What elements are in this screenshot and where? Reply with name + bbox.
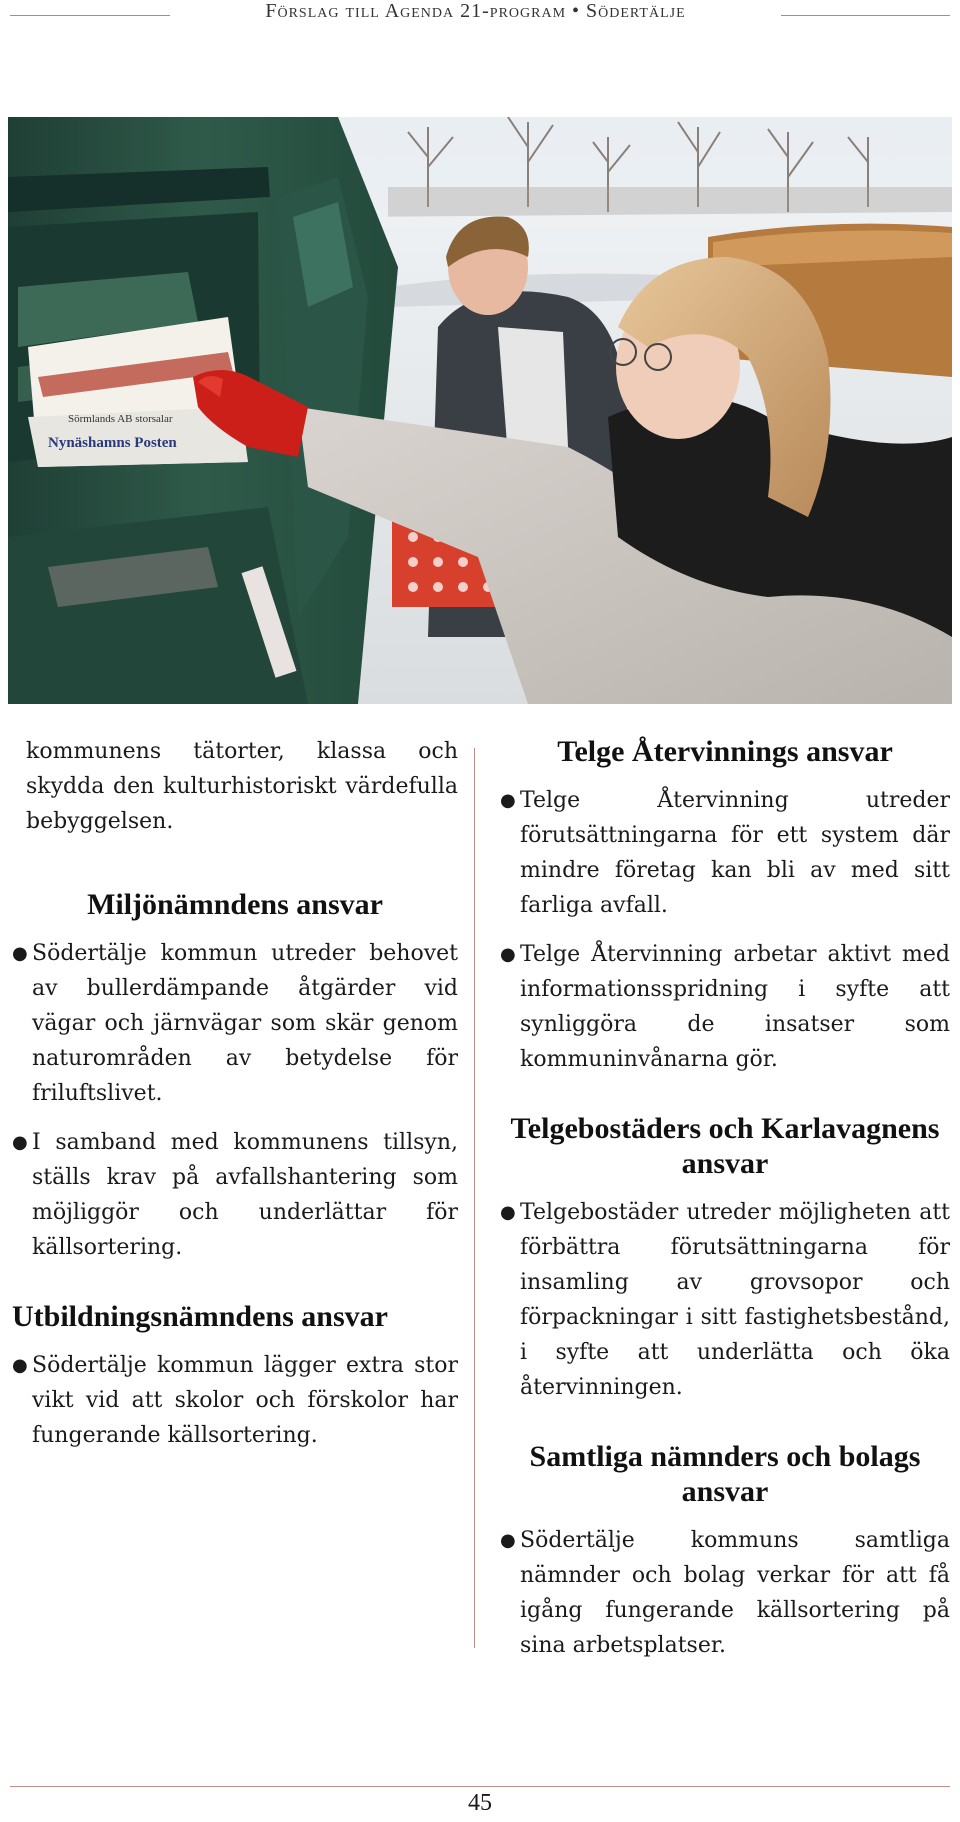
footer-rule (10, 1786, 950, 1787)
section-heading-telge-atervinning: Telge Återvinnings ansvar (557, 735, 893, 768)
header-rule-left (10, 15, 170, 16)
left-column (12, 734, 458, 1467)
list-item: ● Södertälje kommuns samtliga nämnder och bolag verkar för att få igång fungerande källsortering på sina arbetsplatser. (500, 1523, 950, 1663)
bullet-icon: ● (12, 943, 28, 964)
list-item: ● Södertälje kommun utreder behovet av bullerdämpande åtgärder vid vägar och järnvägar som skär genom naturområden av betydelse för friluftslivet. (12, 936, 458, 1111)
list-item: ● Telgebostäder utreder möjligheten att förbättra förutsättningarna för insamling av grovsopor och förpackningar i sitt fastighetsbestånd, i syfte att underlätta och öka återvinningen. (500, 1195, 950, 1405)
list-item: ● Telge Återvinning utreder förutsättningarna för ett system där mindre företag kan bli av med sitt farliga avfall. (500, 783, 950, 923)
bullet-list-utbildningsnamnden (12, 1348, 458, 1453)
bullet-list-telgebostader (500, 1195, 950, 1405)
section-heading-telgebostader: Telgebostäders och Karlavagnens ansvar (510, 1112, 940, 1180)
running-header (0, 0, 960, 24)
bullet-icon: ● (500, 790, 516, 811)
section-heading-samtliga: Samtliga nämnders och bolags ansvar (529, 1440, 921, 1508)
bullet-icon: ● (12, 1132, 28, 1153)
bullet-list-telge-atervinning (500, 783, 950, 1077)
section-heading-utbildningsnamnden: Utbildningsnämndens ansvar (12, 1300, 388, 1333)
svg-text:Sörmlands AB storsalar: Sörmlands AB storsalar (68, 413, 173, 425)
svg-text:Nynäshamns Posten: Nynäshamns Posten (48, 435, 177, 451)
column-divider (474, 748, 475, 1648)
continued-paragraph: kommunens tätorter, klassa och skydda den kulturhistoriskt värdefulla bebyggelsen. (26, 739, 458, 834)
bullet-list-samtliga (500, 1523, 950, 1663)
page-number: 45 (468, 1790, 492, 1816)
bullet-list-miljonamnden (12, 936, 458, 1265)
bullet-icon: ● (12, 1355, 28, 1376)
section-heading-miljonamnden: Miljönämndens ansvar (87, 888, 383, 921)
running-title: Förslag till Agenda 21-program • Södertälje (265, 0, 686, 22)
right-column (500, 734, 950, 1677)
bullet-icon: ● (500, 1530, 516, 1551)
header-rule-right (781, 15, 950, 16)
bullet-icon: ● (500, 1202, 516, 1223)
recycling-photo (8, 117, 952, 704)
list-item: ● Södertälje kommun lägger extra stor vikt vid att skolor och förskolor har fungerande källsortering. (12, 1348, 458, 1453)
bullet-icon: ● (500, 944, 516, 965)
list-item: ● Telge Återvinning arbetar aktivt med informationsspridning i syfte att synliggöra de insatser som kommuninvånarna gör. (500, 937, 950, 1077)
list-item: ● I samband med kommunens tillsyn, ställs krav på avfallshantering som möjliggör och underlättar för källsortering. (12, 1125, 458, 1265)
